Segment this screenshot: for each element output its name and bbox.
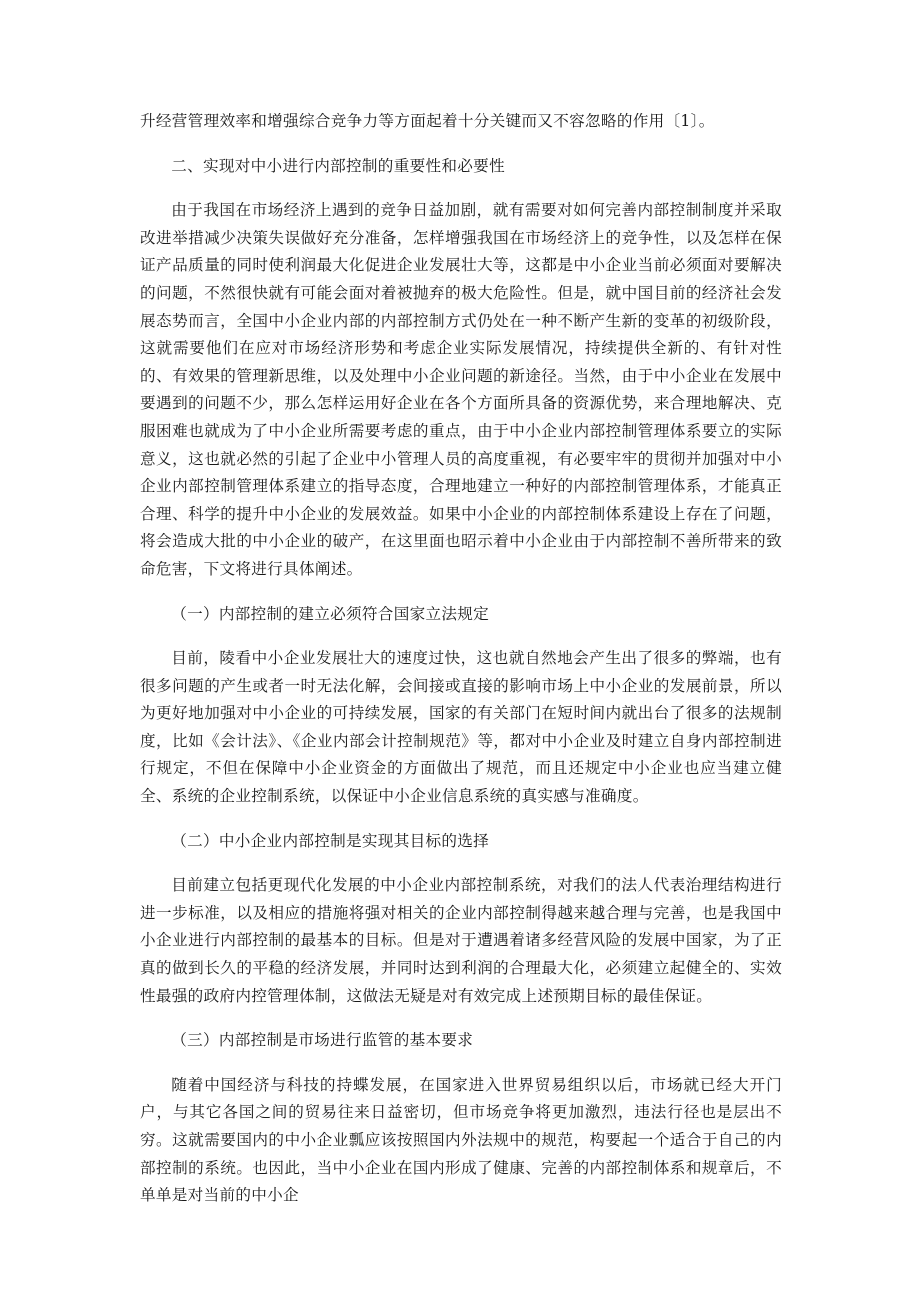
subsection-1-paragraph: 目前，陵看中小企业发展壮大的速度过快，这也就自然地会产生出了很多的弊端，也有很多问题的产生或者一时无法化解，会间接或直接的影响市场上中小企业的发展前景，所以为更好地加强对中小企业的可持续发展，国家的有关部门在短时间内就出台了很多的法规制度，比如《会计法》、《企业内部会计控制规范》等，都对中小企业及时建立自身内部控制进行规定，不但在保障中小企业资金的方面做出了规范，而且还规定中小企业也应当建立健全、系统的企业控制系统，以保证中小企业信息系统的真实感与准确度。 [140, 649, 782, 806]
document-body [140, 108, 782, 1210]
subsection-3-heading: （三）内部控制是市场进行监管的基本要求 [171, 1031, 474, 1050]
intro-paragraph-tail: 升经营管理效率和增强综合竞争力等方面起着十分关键而又不容忽略的作用〔1〕。 [140, 112, 715, 130]
subsection-3-paragraph: 随着中国经济与科技的持蝶发展，在国家进入世界贸易组织以后，市场就已经大开门户，与其它各国之间的贸易往来日益密切，但市场竞争将更加激烈，违法行径也是层出不穷。这就需要国内的中小企业瓢应该按照国内外法规中的规范，构要起一个适合于自己的内部控制的系统。也因此，当中小企业在国内形成了健康、完善的内部控制体系和规章后，不单单是对当前的中小企 [140, 1075, 782, 1205]
subsection-2-heading: （二）中小企业内部控制是实现其目标的选择 [171, 831, 490, 850]
subsection-1-heading: （一）内部控制的建立必须符合国家立法规定 [171, 604, 490, 623]
section-2-heading: 二、实现对中小进行内部控制的重要性和必要性 [171, 156, 505, 175]
subsection-2-paragraph: 目前建立包括更现代化发展的中小企业内部控制系统，对我们的法人代表治理结构进行进一步标准，以及相应的措施将强对相关的企业内部控制得越来越合理与完善，也是我国中小企业进行内部控制的最基本的目标。但是对于遭遇着诸多经营风险的发展中国家，为了正真的做到长久的平稳的经济发展，并同时达到利润的合理最大化，必须建立起健全的、实效性最强的政府内控管理体制，这做法无疑是对有效完成上述预期目标的最佳保证。 [140, 876, 782, 1005]
section-2-paragraph: 由于我国在市场经济上遇到的竞争日益加剧，就有需要对如何完善内部控制制度并采取改进举措减少决策失误做好充分准备，怎样增强我国在市场经济上的竞争性，以及怎样在保证产品质量的同时使利润最大化促进企业发展壮大等，这都是中小企业当前必须面对要解决的问题，不然很快就有可能会面对着被抛弃的极大危险性。但是，就中国目前的经济社会发展态势而言，全国中小企业内部的内部控制方式仍处在一种不断产生新的变革的初级阶段，这就需要他们在应对市场经济形势和考虑企业实际发展情况，持续提供全新的、有针对性的、有效果的管理新思维，以及处理中小企业问题的新途径。当然，由于中小企业在发展中要遇到的问题不少，那么怎样运用好企业在各个方面所具备的资源优势，来合理地解决、克服困难也就成为了中小企业所需要考虑的重点，由于中小企业内部控制管理体系要立的实际意义，这也就必然的引起了企业中小管理人员的高度重视，有必要牢牢的贯彻并加强对中小企业内部控制管理体系建立的指导态度，合理地建立一种好的内部控制管理体系，才能真正合理、科学的提升中小企业的发展效益。如果中小企业的内部控制体系建设上存在了问题，将会造成大批的中小企业的破产，在这里面也昭示着中小企业由于内部控制不善所带来的致命危害，下文将进行具体阐述。 [140, 201, 782, 578]
